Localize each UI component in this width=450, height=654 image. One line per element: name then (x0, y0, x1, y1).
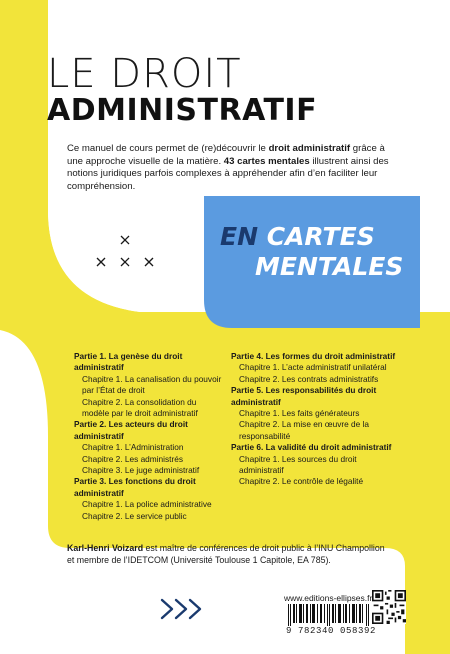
author-name: Karl-Henri Voizard (67, 543, 144, 553)
toc-right-column (231, 351, 401, 488)
toc-part: Partie 6. La validité du droit administratif (231, 442, 392, 453)
intro-text-1: Ce manuel de cours permet de (re)découvrir le (67, 143, 269, 154)
publisher-url[interactable]: www.editions-ellipses.fr (284, 593, 373, 603)
barcode-icon (288, 604, 370, 626)
intro-text-3: illustrent ainsi des notions juridiques parfois complexes à appréhender afin d’en faciliter leur compréhension. (67, 155, 389, 192)
toc-chapter: Chapitre 2. La mise en œuvre de la responsabilité (239, 419, 370, 441)
author-note (67, 543, 387, 566)
toc-chapter: Chapitre 2. Le contrôle de légalité (239, 476, 364, 487)
toc-part: Partie 5. Les responsabilités du droit administratif (231, 385, 377, 407)
isbn-number: 9 782340 058392 (286, 626, 377, 636)
author-bio: est maître de conférences de droit public à l’INU Champollion et membre de l’IDETCOM (Université Toulouse 1 Capitole, EA 785). (67, 543, 385, 565)
toc-left-column (74, 351, 224, 522)
toc-part: Partie 2. Les acteurs du droit administratif (74, 419, 188, 441)
intro-bold-1: droit administratif (268, 143, 351, 154)
toc-chapter: Chapitre 1. Les faits générateurs (239, 408, 360, 419)
toc-part: Partie 4. Les formes du droit administratif (231, 351, 396, 361)
badge-mentales: MENTALES (255, 252, 404, 281)
cross-icons (93, 232, 163, 272)
title-line-2: ADMINISTRATIF (47, 93, 318, 128)
toc-chapter: Chapitre 2. Les contrats administratifs (239, 373, 379, 384)
title-line-1: LE DROIT (47, 51, 242, 97)
toc-part: Partie 1. La genèse du droit administratif (74, 351, 183, 373)
toc-chapter: Chapitre 1. La police administrative (82, 499, 212, 510)
intro-bold-2: 43 cartes mentales (223, 155, 310, 167)
badge-cartes: CARTES (266, 222, 375, 251)
toc-chapter: Chapitre 1. La canalisation du pouvoir par l’État de droit (82, 373, 222, 396)
toc-chapter: Chapitre 1. Les sources du droit administratif (239, 453, 357, 476)
toc-chapter: Chapitre 1. L’acte administratif unilatéral (239, 362, 387, 373)
qr-code-icon (372, 590, 406, 624)
toc-chapter: Chapitre 1. L’Administration (82, 442, 184, 453)
badge-title (214, 222, 404, 282)
chevrons-right-icon (159, 598, 207, 620)
toc-chapter: Chapitre 2. La consolidation du modèle par le droit administratif (82, 396, 198, 419)
toc-chapter: Chapitre 2. Les administrés (82, 453, 183, 464)
toc-chapter: Chapitre 2. Le service public (82, 510, 187, 521)
intro-paragraph (67, 143, 397, 193)
toc-part: Partie 3. Les fonctions du droit administratif (74, 476, 196, 498)
toc-chapter: Chapitre 3. Le juge administratif (82, 465, 200, 476)
badge-en: EN (220, 222, 259, 251)
intro-text-2: grâce à une approche visuelle de la matière. (67, 143, 385, 167)
